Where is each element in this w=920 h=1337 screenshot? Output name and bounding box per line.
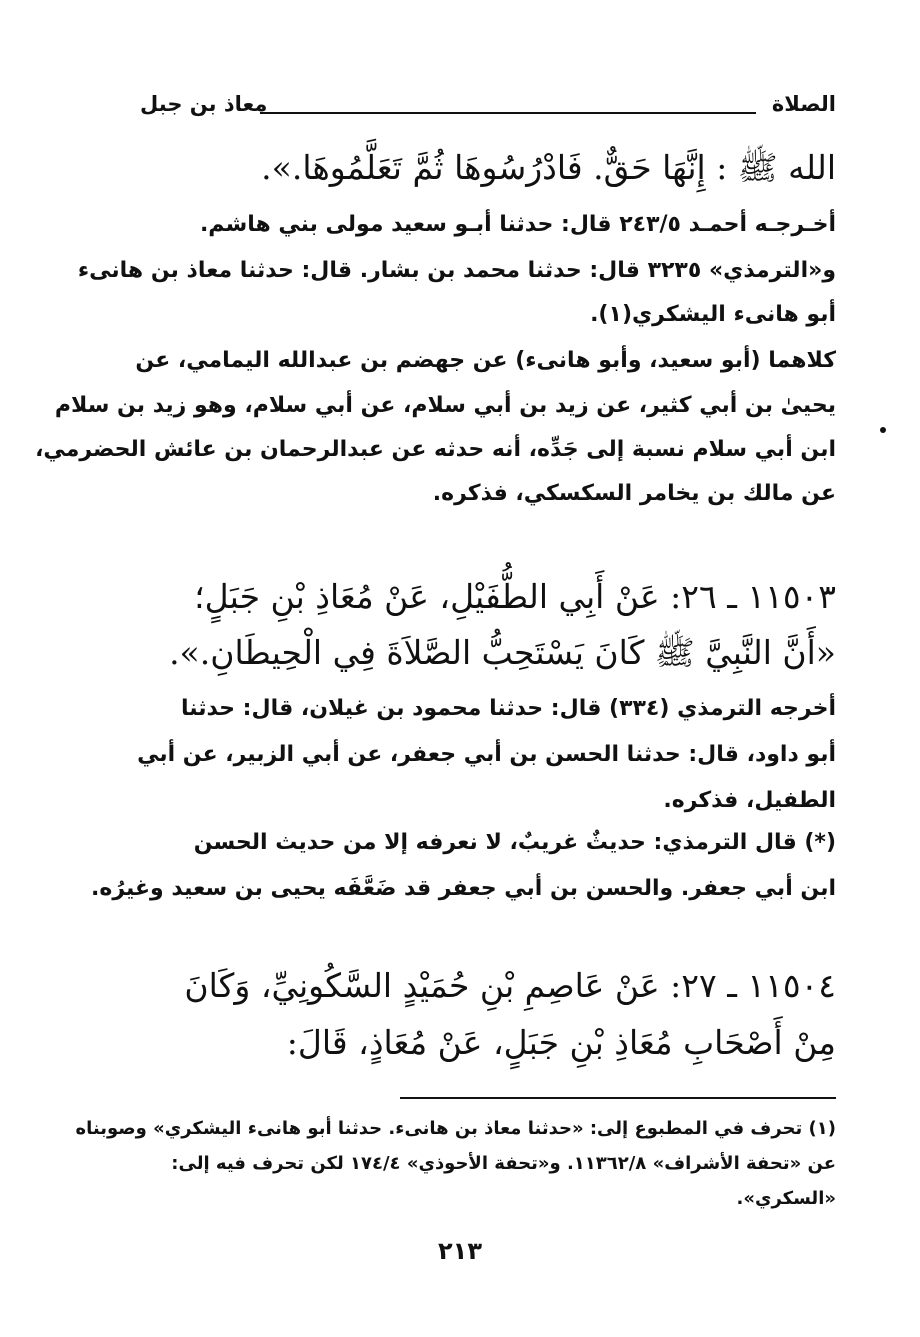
hadith-heading: ١١٥٠٣ ـ ٢٦: عَنْ أَبِي الطُّفَيْلِ، عَنْ مُعَاذِ بْنِ جَبَلٍ؛: [194, 577, 836, 616]
scan-speck: [880, 427, 886, 433]
takhrij-line: يحيىٰ بن أبي كثير، عن زيد بن أبي سلام، عن أبي سلام، وهو زيد بن سلام: [54, 393, 836, 418]
hadith-text-continuation: الله ﷺ : إِنَّهَا حَقٌّ. فَادْرُسُوهَا ثُمَّ تَعَلَّمُوهَا.».: [261, 148, 836, 187]
takhrij-line: الطفيل، فذكره.: [663, 788, 836, 813]
takhrij-line: أخرجه الترمذي (٣٣٤) قال: حدثنا محمود بن غيلان، قال: حدثنا: [180, 696, 836, 721]
running-header: [140, 92, 836, 132]
takhrij-line: أبو داود، قال: حدثنا الحسن بن أبي جعفر، عن أبي الزبير، عن أبي: [137, 742, 836, 767]
page-number: ٢١٣: [438, 1237, 482, 1265]
footnote-rule: [400, 1097, 836, 1099]
takhrij-line: كلاهما (أبو سعيد، وأبو هانىء) عن جهضم بن عبدالله اليمامي، عن: [135, 348, 836, 373]
commentary-line: ابن أبي جعفر. والحسن بن أبي جعفر قد ضَعَّفَه يحيى بن سعيد وغيرُه.: [91, 876, 836, 901]
takhrij-line: ابن أبي سلام نسبة إلى جَدِّه، أنه حدثه عن عبدالرحمان بن عائش الحضرمي،: [35, 437, 836, 462]
commentary-line: (*) قال الترمذي: حديثٌ غريبٌ، لا نعرفه إلا من حديث الحسن: [193, 830, 836, 855]
takhrij-line: أبو هانىء اليشكري(١).: [590, 302, 836, 327]
hadith-text: «أَنَّ النَّبِيَّ ﷺ كَانَ يَسْتَحِبُّ الصَّلاَةَ فِي الْحِيطَانِ.».: [169, 633, 836, 672]
header-chapter-title: معاذ بن جبل: [140, 92, 268, 116]
hadith-heading: ١١٥٠٤ ـ ٢٧: عَنْ عَاصِمِ بْنِ حُمَيْدٍ السَّكُونِيِّ، وَكَانَ: [184, 966, 836, 1005]
takhrij-line: أخـرجـه أحمـد ٢٤٣/٥ قال: حدثنا أبـو سعيد مولى بني هاشم.: [199, 212, 836, 237]
footnote-line: «السكري».: [736, 1188, 836, 1209]
header-rule: [260, 112, 756, 114]
hadith-text: مِنْ أَصْحَابِ مُعَاذِ بْنِ جَبَلٍ، عَنْ مُعَاذٍ، قَالَ:: [286, 1023, 836, 1062]
footnote-line: عن «تحفة الأشراف» ١١٣٦٢/٨. و«تحفة الأحوذي» ١٧٤/٤ لكن تحرف فيه إلى:: [171, 1153, 836, 1174]
footnote-line: (١) تحرف في المطبوع إلى: «حدثنا معاذ بن هانىء. حدثنا أبو هانىء اليشكري» وصوبناه: [75, 1118, 836, 1139]
takhrij-line: و«الترمذي» ٣٢٣٥ قال: حدثنا محمد بن بشار. قال: حدثنا معاذ بن هانىء: [77, 258, 836, 283]
header-section-title: الصلاة: [771, 92, 836, 116]
takhrij-line: عن مالك بن يخامر السكسكي، فذكره.: [432, 481, 836, 506]
